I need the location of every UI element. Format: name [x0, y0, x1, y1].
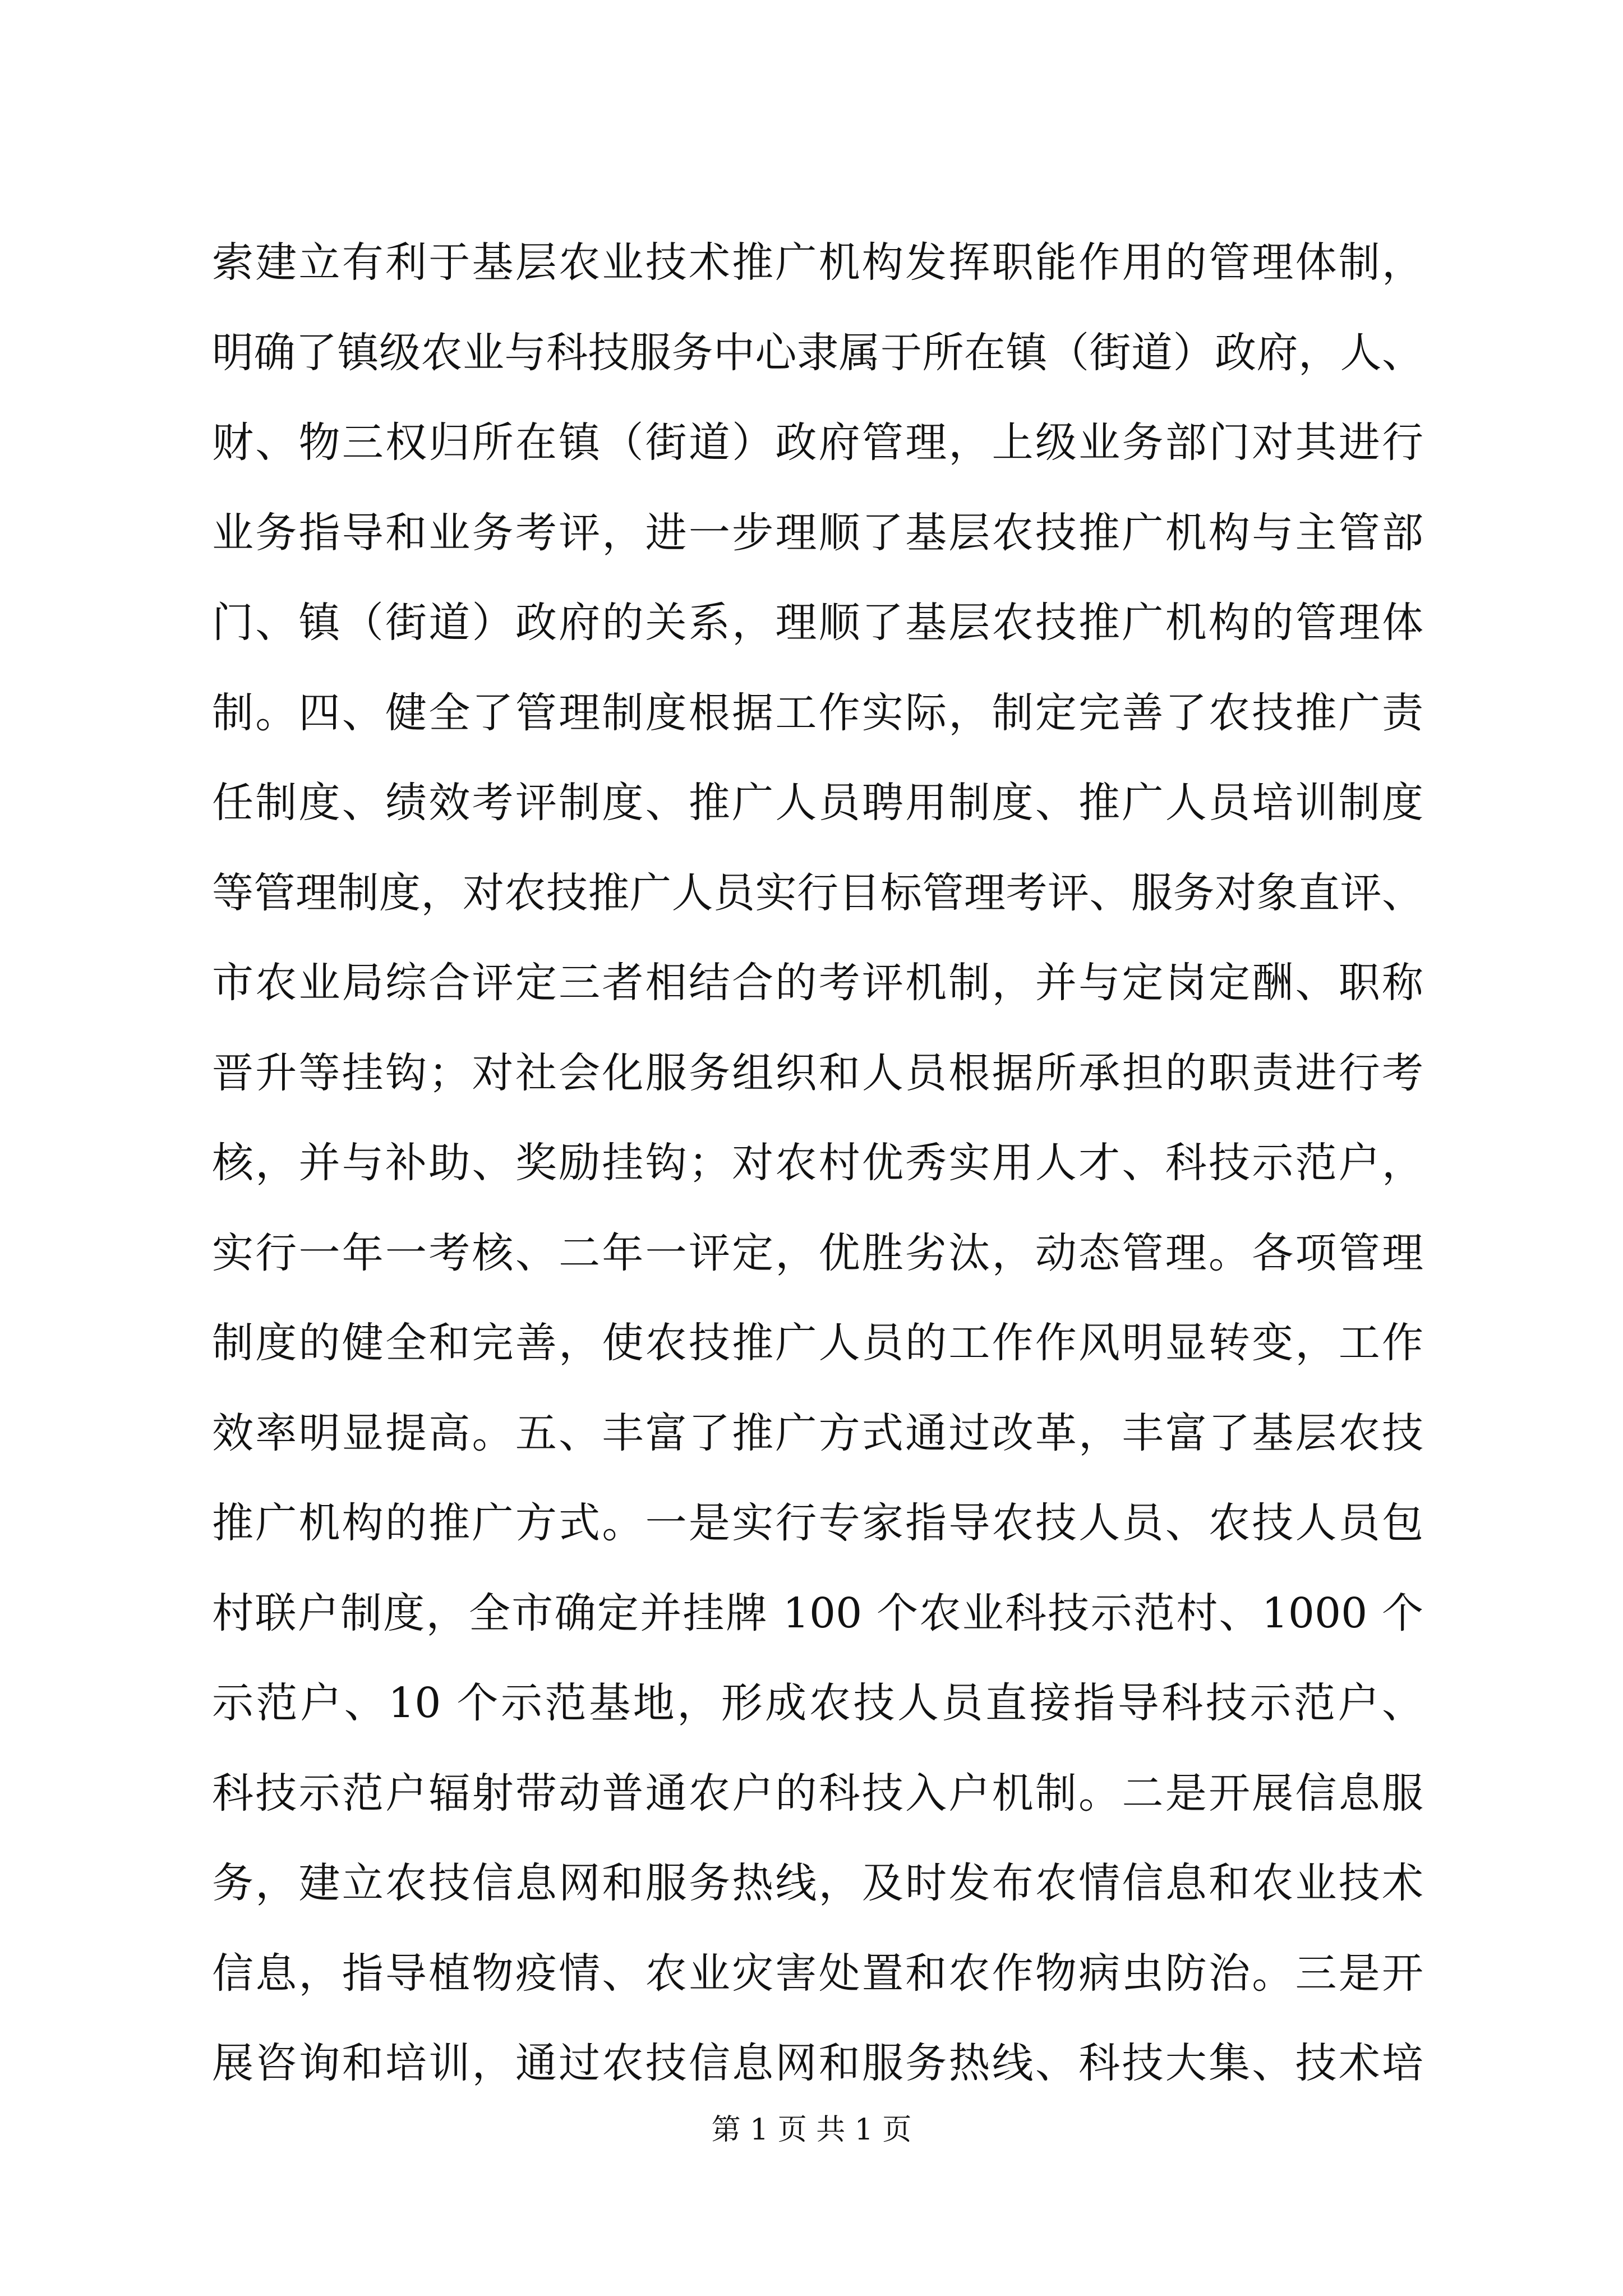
text-line: 制度的健全和完善，使农技推广人员的工作作风明显转变，工作: [212, 1319, 1423, 1367]
text-line: 制。四、健全了管理制度根据工作实际，制定完善了农技推广责: [212, 688, 1423, 737]
text-line: 市农业局综合评定三者相结合的考评机制，并与定岗定酬、职称: [212, 959, 1423, 1007]
body-text: [212, 218, 1423, 2109]
text-line: 村联户制度，全市确定并挂牌 100 个农业科技示范村、1000 个: [212, 1589, 1423, 1637]
page-number-label: 第 1 页 共 1 页: [711, 2113, 912, 2147]
text-line: 核，并与补助、奖励挂钩；对农村优秀实用人才、科技示范户，: [212, 1139, 1423, 1187]
text-line: 财、物三权归所在镇（街道）政府管理，上级业务部门对其进行: [212, 418, 1423, 467]
text-line: 示范户、10 个示范基地，形成农技人员直接指导科技示范户、: [212, 1679, 1423, 1727]
page-footer: [0, 2110, 1623, 2150]
text-line: 实行一年一考核、二年一评定，优胜劣汰，动态管理。各项管理: [212, 1228, 1423, 1277]
text-line: 门、镇（街道）政府的关系，理顺了基层农技推广机构的管理体: [212, 599, 1423, 647]
text-line: 务，建立农技信息网和服务热线，及时发布农情信息和农业技术: [212, 1859, 1423, 1907]
text-line: 晋升等挂钩；对社会化服务组织和人员根据所承担的职责进行考: [212, 1048, 1423, 1097]
text-line: 展咨询和培训，通过农技信息网和服务热线、科技大集、技术培: [212, 2039, 1423, 2087]
text-line: 业务指导和业务考评，进一步理顺了基层农技推广机构与主管部: [212, 508, 1423, 557]
text-line: 科技示范户辐射带动普通农户的科技入户机制。二是开展信息服: [212, 1769, 1423, 1818]
text-line: 明确了镇级农业与科技服务中心隶属于所在镇（街道）政府，人、: [212, 328, 1423, 377]
text-line: 效率明显提高。五、丰富了推广方式通过改革，丰富了基层农技: [212, 1409, 1423, 1457]
text-line: 信息，指导植物疫情、农业灾害处置和农作物病虫防治。三是开: [212, 1949, 1423, 1998]
text-line: 任制度、绩效考评制度、推广人员聘用制度、推广人员培训制度: [212, 779, 1423, 827]
text-line: 推广机构的推广方式。一是实行专家指导农技人员、农技人员包: [212, 1499, 1423, 1547]
text-line: 等管理制度，对农技推广人员实行目标管理考评、服务对象直评、: [212, 868, 1423, 917]
text-line: 索建立有利于基层农业技术推广机构发挥职能作用的管理体制，: [212, 238, 1423, 287]
